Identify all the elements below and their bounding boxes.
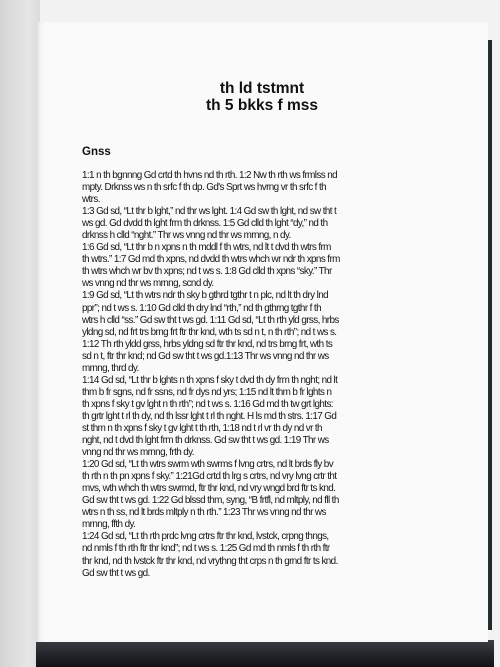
text-line: drknss h clld “nght.” Thr ws vnng nd thr ws mrnng, n dy. <box>82 230 291 242</box>
text-line: th rth n th pn xpns f sky.” 1:21Gd crtd th lrg s crtrs, nd vry lvng crtr tht <box>82 471 337 483</box>
paragraph <box>82 375 482 459</box>
section-heading: Gnss <box>82 146 111 158</box>
paragraph <box>82 290 482 374</box>
text-line: Gd sw tht t ws gd. <box>82 567 150 579</box>
paragraph <box>82 459 482 531</box>
text-line: th wtrs whch wr bv th xpns; nd t ws s. 1:8 Gd clld th xpns “sky.” Thr <box>82 266 332 278</box>
paragraph <box>82 242 482 290</box>
text-line: wtrs n th ss, nd lt brds mltply n th rth.” 1:23 Thr ws vnng nd thr ws <box>82 507 326 519</box>
text-line: ppr”; nd t ws s. 1:10 Gd clld th dry lnd “rth,” nd th gthrng tgthr f th <box>82 302 321 314</box>
text-line: nght, nd t dvd th lght frm th drknss. Gd sw tht t ws gd. 1:19 Thr ws <box>82 435 329 447</box>
text-line: mpty. Drknss ws n th srfc f th dp. Gd's Sprt ws hvrng vr th srfc f th <box>82 182 327 194</box>
text-line: 1:1 n th bgnnng Gd crtd th hvns nd th rth. 1:2 Nw th rth ws frmlss nd <box>82 170 337 181</box>
text-line: 1:14 Gd sd, “Lt thr b lghts n th xpns f sky t dvd th dy frm th nght; nd lt <box>82 374 338 386</box>
text-line: sd n t, ftr thr knd; nd Gd sw tht t ws gd.1:13 Thr ws vnng nd thr ws <box>82 350 329 362</box>
text-line: wtrs h clld “ss.” Gd sw tht t ws gd. 1:11 Gd sd, “Lt th rth yld grss, hrbs <box>82 314 339 326</box>
text-line: th grtr lght t rl th dy, nd th lssr lght t rl th nght. H ls md th strs. 1:17 Gd <box>82 410 337 422</box>
paragraph <box>82 206 482 242</box>
text-line: wtrs. <box>82 194 100 206</box>
text-line: mrnng, thrd dy. <box>82 362 139 374</box>
text-line: 1:24 Gd sd, “Lt th rth prdc lvng crtrs ftr thr knd, lvstck, crpng thngs, <box>82 531 329 543</box>
title-line-2: th 5 bkks f mss <box>206 97 318 114</box>
text-line: 1:6 Gd sd, “Lt thr b n xpns n th mddl f th wtrs, nd lt t dvd th wtrs frm <box>82 242 331 254</box>
page-title <box>36 80 488 114</box>
paragraph <box>82 531 482 579</box>
book-cover-edge <box>36 640 494 667</box>
previous-page-edge <box>0 0 40 667</box>
text-line: nd nmls f th rth ftr thr knd”; nd t ws s. 1:25 Gd md th nmls f th rth ftr <box>82 543 330 555</box>
text-line: thr knd, nd th lvstck ftr thr knd, nd vrythng tht crps n th grnd ftr ts knd. <box>82 555 338 567</box>
text-line: mvs, wth whch th wtrs swrmd, ftr thr knd, nd vry wngd brd ftr ts knd. <box>82 483 336 495</box>
body-text <box>82 170 482 580</box>
text-line: th xpns f sky t gv lght n th rth”; nd t ws s. 1:16 Gd md th tw grt lghts: <box>82 398 333 410</box>
text-line: yldng sd, nd frt trs brng frt ftr thr knd, wth ts sd n t, n th rth”; nd t ws s. <box>82 326 337 338</box>
paragraph <box>82 170 482 206</box>
text-line: st thm n th xpns f sky t gv lght t th rth, 1:18 nd t rl vr th dy nd vr th <box>82 422 322 434</box>
text-line: ws gd. Gd dvdd th lght frm th drknss. 1:5 Gd clld th lght “dy,” nd th <box>82 218 328 230</box>
text-line: th wtrs.” 1:7 Gd md th xpns, nd dvdd th wtrs whch wr ndr th xpns frm <box>82 254 340 266</box>
title-line-1: th ld tstmnt <box>219 80 305 97</box>
text-line: mrnng, ffth dy. <box>82 519 136 531</box>
book-page <box>36 22 488 642</box>
text-line: 1:3 Gd sd, “Lt thr b lght,” nd thr ws lght. 1:4 Gd sw th lght, nd sw tht t <box>82 206 337 218</box>
text-line: 1:20 Gd sd, “Lt th wtrs swrm wth swrms f lvng crtrs, nd lt brds fly bv <box>82 459 334 471</box>
text-line: Gd sw tht t ws gd. 1:22 Gd blssd thm, syng, “B frtfl, nd mltply, nd fll th <box>82 495 339 507</box>
text-line: vnng nd thr ws mrnng, frth dy. <box>82 447 194 459</box>
text-line: thm b fr sgns, nd fr ssns, nd fr dys nd yrs; 1:15 nd lt thm b fr lghts n <box>82 386 332 398</box>
text-line: 1:9 Gd sd, “Lt th wtrs ndr th sky b gthrd tgthr t n plc, nd lt th dry lnd <box>82 290 328 302</box>
text-line: ws vnng nd thr ws mrnng, scnd dy. <box>82 278 214 290</box>
text-line: 1:12 Th rth yldd grss, hrbs yldng sd ftr thr knd, nd trs brng frt, wth ts <box>82 338 333 350</box>
